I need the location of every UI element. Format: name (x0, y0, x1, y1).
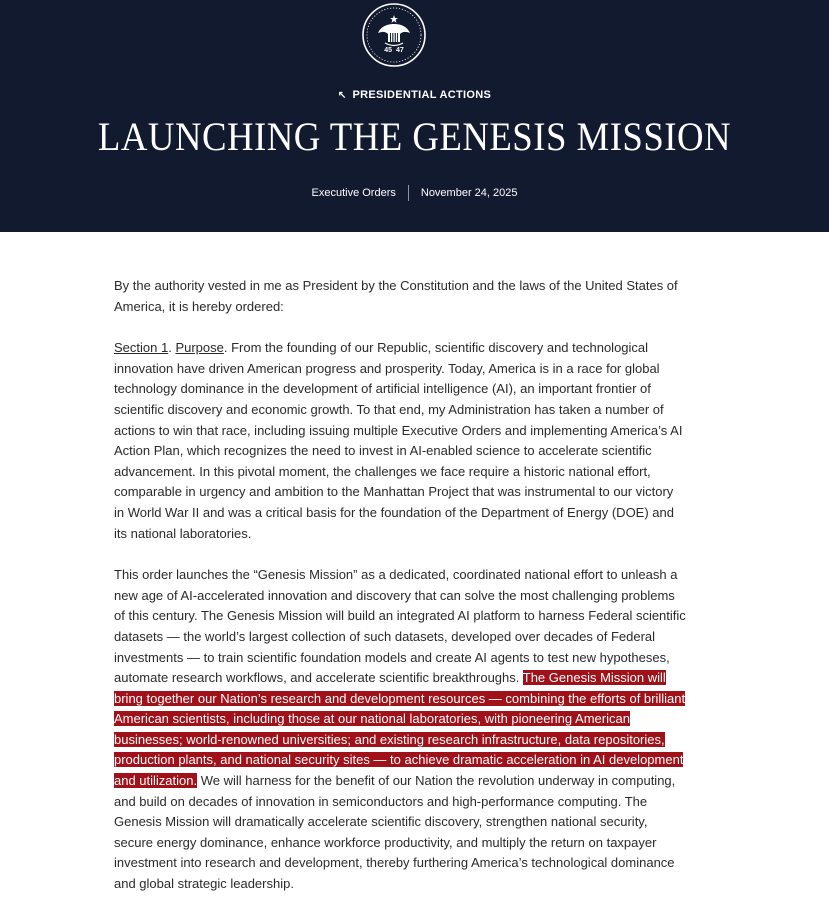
category-label: PRESIDENTIAL ACTIONS (352, 89, 492, 101)
seal-numbers: 45 47 (384, 47, 404, 54)
intro-paragraph: By the authority vested in me as President by the Constitution and the laws of the United States of America, it is hereby ordered: (114, 278, 678, 314)
meta-type-link[interactable]: Executive Orders (311, 187, 396, 199)
meta-divider (408, 185, 409, 201)
meta-date: November 24, 2025 (420, 187, 518, 199)
page-title: LAUNCHING THE GENESIS MISSION (97, 114, 732, 159)
article-meta (0, 185, 829, 201)
section-1-text: From the founding of our Republic, scientific discovery and technological innovation have driven American progress and prosperity. Today, America is in a race for global technology dominance in the development of artificial intelligence (AI), an important frontier of scientific discovery and economic growth. To that end, my Administration has taken a number of actions to win that race, including issuing multiple Executive Orders and implementing America’s AI Action Plan, which recognizes the need to invest in AI-enabled science to accelerate scientific advancement. In this pivotal moment, the challenges we face require a historic national effort, comparable in urgency and ambition to the Manhattan Project that was instrumental to our victory in World War II and was a critical basis for the foundation of the Department of Energy (DOE) and its national laboratories. (114, 340, 683, 541)
section-label: Section 1 (114, 340, 169, 356)
presidential-seal-icon[interactable] (361, 2, 427, 68)
article-body (114, 276, 686, 916)
arrow-up-left-icon: ↖ (337, 89, 347, 101)
highlighted-text: The Genesis Mission will bring together our Nation’s research and development resources — combining the efforts of brilliant American scientists, including those at our national laboratories, with pioneering American businesses; world-renowned universities; and existing research infrastructure, data repositories, production plants, and national security sites — to achieve dramatic acceleration in AI development and utilization. (114, 670, 686, 789)
section-1-paragraph: Section 1. Purpose. From the founding of our Republic, scientific discovery and technological innovation have driven American progress and prosperity. Today, America is in a race for global technology dominance in the development of artificial intelligence (AI), an important frontier of scientific discovery and economic growth. To that end, my Administration has taken a number of actions to win that race, including issuing multiple Executive Orders and implementing America’s AI Action Plan, which recognizes the need to invest in AI-enabled science to accelerate scientific advancement. In this pivotal moment, the challenges we face require a historic national effort, comparable in urgency and ambition to the Manhattan Project that was instrumental to our victory in World War II and was a critical basis for the foundation of the Department of Energy (DOE) and its national laboratories. (114, 340, 683, 541)
genesis-text-start: This order launches the “Genesis Mission” as a dedicated, coordinated national effort to unleash a new age of AI-accelerated innovation and discovery that can solve the most challenging problems of this century. The Genesis Mission will build an integrated AI platform to harness Federal scientific datasets — the world’s largest collection of such datasets, developed over decades of Federal investments — to train scientific foundation models and create AI agents to test new hypotheses, automate research workflows, and accelerate scientific breakthroughs. (114, 567, 686, 686)
page-header (0, 0, 829, 232)
category-link[interactable] (0, 89, 829, 101)
purpose-label: Purpose (175, 340, 224, 356)
genesis-paragraph (114, 565, 686, 895)
genesis-text-end: We will harness for the benefit of our Nation the revolution underway in computing, and build on decades of innovation in semiconductors and high-performance computing. The Genesis Mission will dramatically accelerate scientific discovery, strengthen national security, secure energy dominance, enhance workforce productivity, and multiply the return on taxpayer investment into research and development, thereby furthering America’s technological dominance and global strategic leadership. (114, 773, 676, 892)
